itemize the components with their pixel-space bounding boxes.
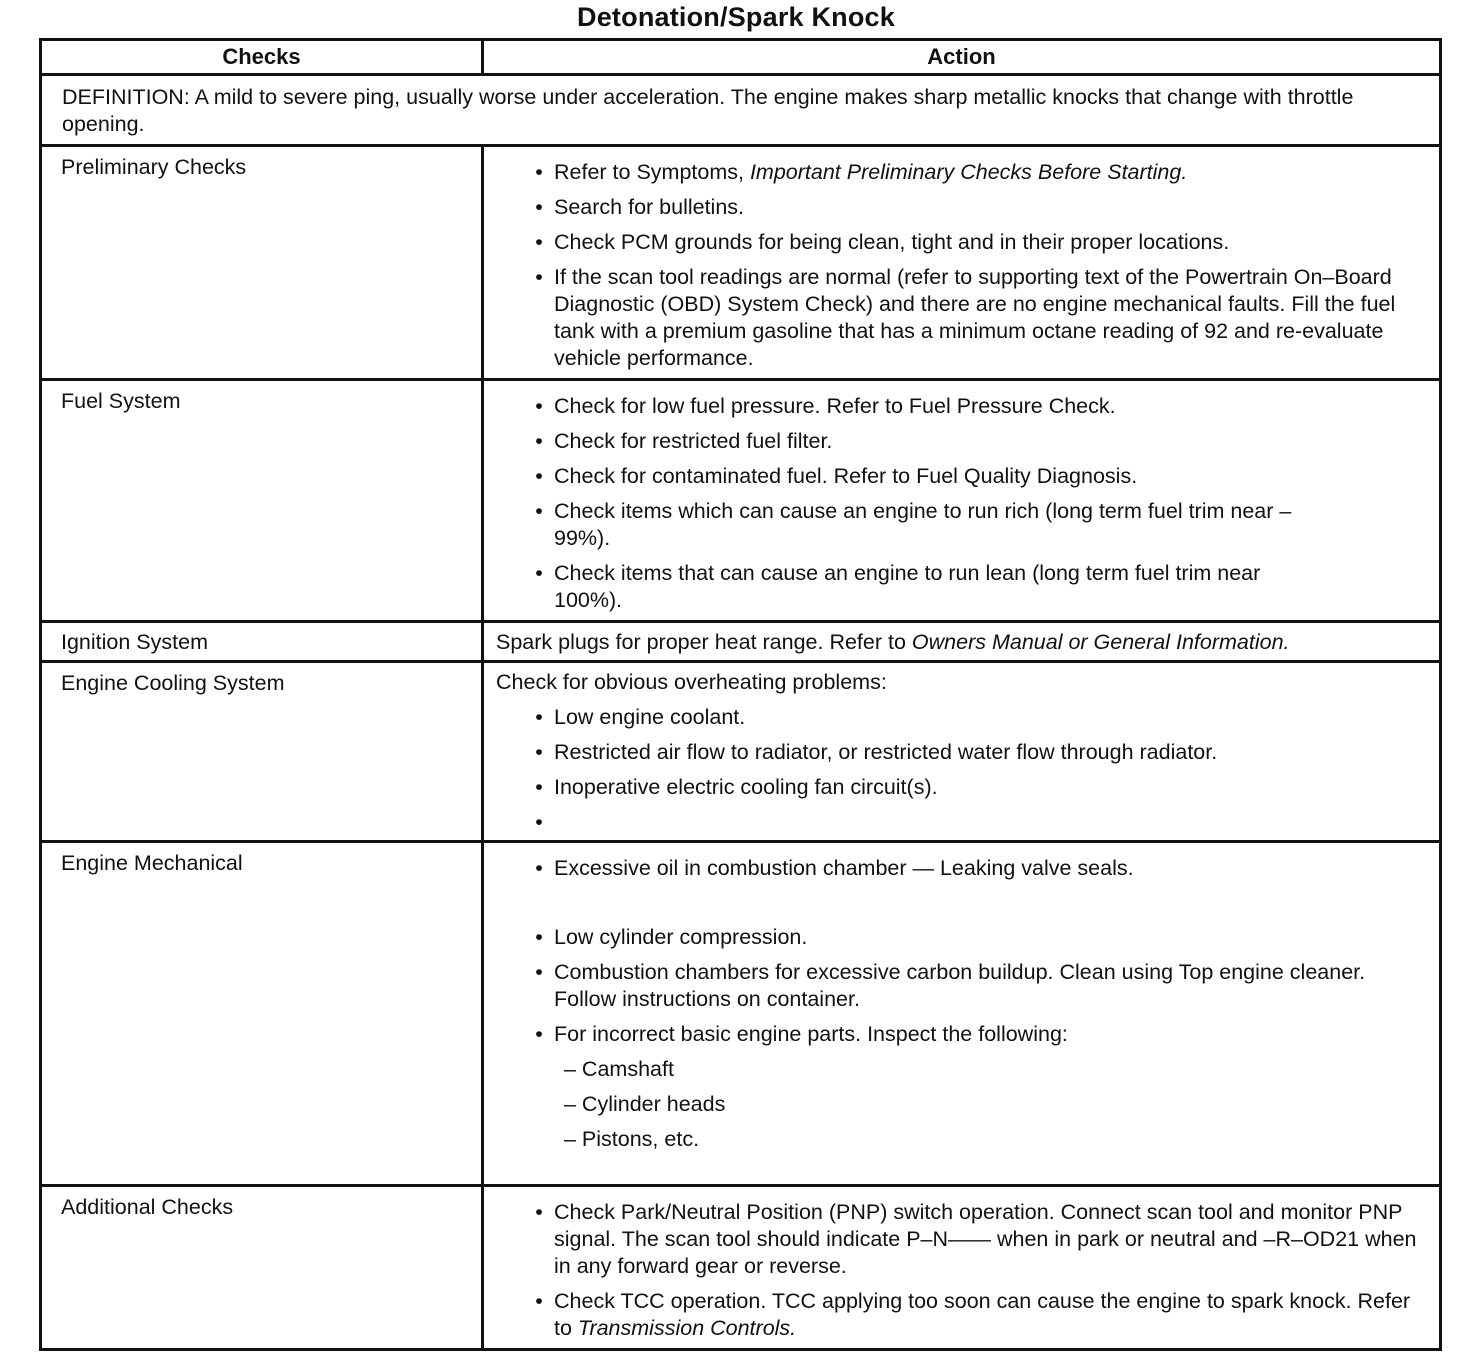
table-row <box>41 380 1441 622</box>
list-item: • If the scan tool readings are normal (refer to supporting text of the Powertrain On–Board Diagnostic (OBD) System Check) and there are no engine mechanical faults. Fill the fuel tank with a premium gasoline that has a minimum octane reading of 92 and re-evaluate vehicle performance. <box>522 264 1425 372</box>
list-item: • Check Park/Neutral Position (PNP) switch operation. Connect scan tool and monitor PNP signal. The scan tool should indicate P–N—— when in park or neutral and –R–OD21 when in any forward gear or reverse. <box>522 1199 1425 1280</box>
diagnosis-table <box>39 38 1442 1351</box>
list-item: • Inoperative electric cooling fan circuit(s). <box>522 774 1425 801</box>
bullet-icon: • <box>535 499 543 523</box>
list-item: • Check TCC operation. TCC applying too soon can cause the engine to spark knock. Refer to Transmission Controls. <box>522 1288 1425 1342</box>
sub-list-item: – Cylinder heads <box>564 1092 726 1116</box>
check-label-cooling: Engine Cooling System <box>41 662 483 842</box>
bullet-icon: • <box>535 740 543 764</box>
list-item: • Search for bulletins. <box>522 194 1425 221</box>
action-cell-additional <box>483 1186 1441 1350</box>
action-cell-ignition: Spark plugs for proper heat range. Refer to Owners Manual or General Information. <box>483 622 1441 662</box>
definition-row <box>41 75 1441 146</box>
bullet-icon: • <box>535 960 543 984</box>
list-item: • Excessive oil in combustion chamber — Leaking valve seals. <box>522 855 1425 882</box>
list-item: • Check items that can cause an engine to run lean (long term fuel trim near 100%). <box>522 560 1315 614</box>
checks-header: Checks <box>41 40 483 75</box>
check-label-preliminary: Preliminary Checks <box>41 146 483 380</box>
list-item: • Low engine coolant. <box>522 704 1425 731</box>
bullet-icon: • <box>535 394 543 418</box>
table-row <box>41 662 1441 842</box>
check-label-ignition: Ignition System <box>41 622 483 662</box>
table-row <box>41 622 1441 662</box>
action-header: Action <box>483 40 1441 75</box>
bullet-icon: • <box>535 705 543 729</box>
bullet-icon: • <box>535 775 543 799</box>
table-row <box>41 842 1441 1186</box>
bullet-icon: • <box>535 1022 543 1046</box>
list-item: • Check PCM grounds for being clean, tight and in their proper locations. <box>522 229 1425 256</box>
bullet-icon: • <box>535 856 543 880</box>
sub-list-item: – Camshaft <box>564 1057 674 1081</box>
bullet-icon: • <box>535 925 543 949</box>
table-row <box>41 1186 1441 1350</box>
bullet-icon: • <box>535 160 543 184</box>
spacer <box>522 890 1425 916</box>
list-item: • Check for contaminated fuel. Refer to Fuel Quality Diagnosis. <box>522 463 1315 490</box>
check-label-additional: Additional Checks <box>41 1186 483 1350</box>
sub-list-item: – Pistons, etc. <box>564 1127 700 1151</box>
bullet-icon: • <box>535 464 543 488</box>
action-cell-fuel <box>483 380 1441 622</box>
definition-text: DEFINITION: A mild to severe ping, usually worse under acceleration. The engine makes sharp metallic knocks that change with throttle opening. <box>41 75 1441 146</box>
table-row <box>41 146 1441 380</box>
list-item: • Restricted air flow to radiator, or restricted water flow through radiator. <box>522 739 1425 766</box>
action-cell-cooling <box>483 662 1441 842</box>
bullet-icon: • <box>535 265 543 289</box>
bullet-icon: • <box>535 810 543 834</box>
header-row <box>41 40 1441 75</box>
list-item: • Refer to Symptoms, Important Preliminary Checks Before Starting. <box>522 159 1425 186</box>
list-item: • Low cylinder compression. <box>522 924 1425 951</box>
list-item: • Combustion chambers for excessive carbon buildup. Clean using Top engine cleaner. Follow instructions on container. <box>522 959 1425 1013</box>
bullet-icon: • <box>535 1200 543 1224</box>
bullet-icon: • <box>535 561 543 585</box>
list-item: • Check for restricted fuel filter. <box>522 428 1315 455</box>
bullet-icon: • <box>535 429 543 453</box>
page-title: Detonation/Spark Knock <box>577 2 895 32</box>
bullet-icon: • <box>535 195 543 219</box>
action-cell-mechanical <box>483 842 1441 1186</box>
check-label-fuel: Fuel System <box>41 380 483 622</box>
check-label-mechanical: Engine Mechanical <box>41 842 483 1186</box>
action-cell-preliminary <box>483 146 1441 380</box>
bullet-icon: • <box>535 1289 543 1313</box>
bullet-icon: • <box>535 230 543 254</box>
list-item: • Check for low fuel pressure. Refer to Fuel Pressure Check. <box>522 393 1315 420</box>
list-item: • Check items which can cause an engine to run rich (long term fuel trim near –99%). <box>522 498 1315 552</box>
cooling-intro: Check for obvious overheating problems: <box>496 670 887 694</box>
list-item: • For incorrect basic engine parts. Inspect the following: – Camshaft – Cylinder heads – Pistons, etc. <box>522 1021 1425 1153</box>
